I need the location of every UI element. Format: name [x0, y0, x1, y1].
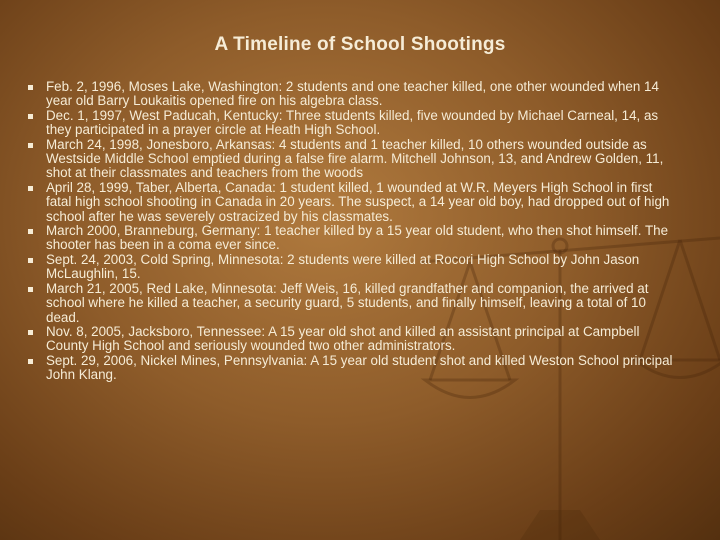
list-item — [28, 80, 678, 109]
square-bullet-icon — [28, 85, 33, 90]
list-item — [28, 354, 678, 383]
list-item — [28, 282, 678, 325]
list-item-text: Sept. 29, 2006, Nickel Mines, Pennsylvania: A 15 year old student shot and killed Weston School principal John Klang. — [46, 352, 673, 383]
list-item — [28, 224, 678, 253]
list-item — [28, 253, 678, 282]
square-bullet-icon — [28, 186, 33, 191]
square-bullet-icon — [28, 258, 33, 263]
list-item-text: March 24, 1998, Jonesboro, Arkansas: 4 students and 1 teacher killed, 10 others wounded outside as Westside Middle School emptied during a false fire alarm. Mitchell Johnson, 13, and Andrew Golden, 11, shot at their classmates and teachers from the woods — [46, 136, 664, 181]
slide-title: A Timeline of School Shootings — [214, 34, 506, 55]
list-item-text: Feb. 2, 1996, Moses Lake, Washington: 2 students and one teacher killed, one other wounded when 14 year old Barry Loukaitis opened fire on his algebra class. — [46, 79, 659, 109]
square-bullet-icon — [28, 330, 33, 335]
list-item-text: March 2000, Branneburg, Germany: 1 teacher killed by a 15 year old student, who then shot himself. The shooter has been in a coma ever since. — [46, 223, 669, 253]
list-item — [28, 138, 678, 181]
square-bullet-icon — [28, 114, 33, 119]
square-bullet-icon — [28, 359, 33, 364]
square-bullet-icon — [28, 287, 33, 292]
timeline-list — [28, 80, 678, 383]
list-item-text: Sept. 24, 2003, Cold Spring, Minnesota: 2 students were killed at Rocori High School by John Jason McLaughlin, 15. — [46, 251, 640, 282]
list-item-text: March 21, 2005, Red Lake, Minnesota: Jeff Weis, 16, killed grandfather and companion, the arrived at school where he killed a teacher, a security guard, 5 students, and finally himself, leaving a total of 10 dead. — [46, 280, 649, 325]
square-bullet-icon — [28, 143, 33, 148]
list-item — [28, 181, 678, 224]
list-item — [28, 109, 678, 138]
list-item-text: Nov. 8, 2005, Jacksboro, Tennessee: A 15 year old shot and killed an assistant principal at Campbell County High School and seriously wounded two other administrators. — [46, 323, 640, 354]
square-bullet-icon — [28, 229, 33, 234]
list-item-text: Dec. 1, 1997, West Paducah, Kentucky: Three students killed, five wounded by Michael Carneal, 14, as they participated in a prayer circle at Heath High School. — [46, 107, 659, 138]
list-item-text: April 28, 1999, Taber, Alberta, Canada: 1 student killed, 1 wounded at W.R. Meyers High School in first fatal high school shooting in Canada in 20 years. The suspect, a 14 year old boy, had dropped out of high school after he was severely ostracized by his classmates. — [46, 179, 670, 224]
list-item — [28, 325, 678, 354]
